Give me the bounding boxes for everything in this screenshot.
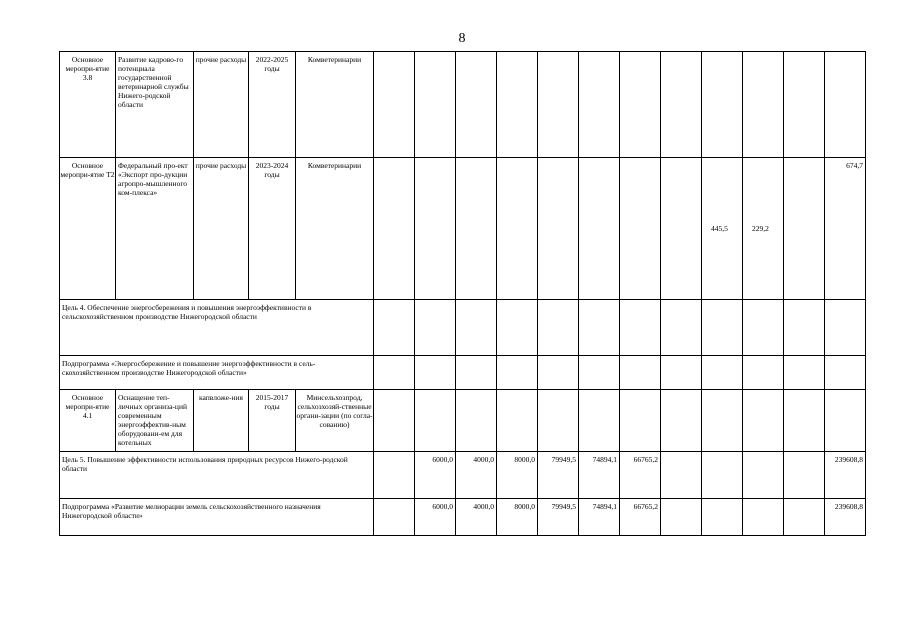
table-row bbox=[60, 300, 866, 356]
table-row bbox=[60, 356, 866, 390]
total-value: 239608,8 bbox=[825, 452, 866, 499]
value-cell bbox=[661, 300, 702, 356]
value-cell bbox=[743, 300, 784, 356]
value-cell bbox=[374, 390, 415, 452]
table-row bbox=[60, 390, 866, 452]
value-cell bbox=[784, 499, 825, 536]
value-2023: 445,5 bbox=[702, 158, 743, 300]
value-cell bbox=[497, 158, 538, 300]
value-cell: 66765,2 bbox=[620, 452, 661, 499]
value-cell bbox=[456, 158, 497, 300]
value-cell bbox=[661, 452, 702, 499]
goal-4-text: Цель 4. Обеспечение энергосбережения и повышения энергоэффективности в сельскохозяйственном производстве Нижегородской области bbox=[60, 300, 374, 356]
period: 2015-2017 годы bbox=[249, 390, 296, 452]
value-cell bbox=[497, 52, 538, 158]
value-cell bbox=[579, 356, 620, 390]
value-cell: 74894,1 bbox=[579, 499, 620, 536]
value-cell bbox=[415, 356, 456, 390]
value-cell bbox=[579, 390, 620, 452]
value-2024: 229,2 bbox=[743, 158, 784, 300]
value-cell bbox=[620, 356, 661, 390]
value-cell bbox=[374, 452, 415, 499]
total-value: 239608,8 bbox=[825, 499, 866, 536]
value-cell bbox=[538, 52, 579, 158]
value-cell bbox=[415, 158, 456, 300]
value-cell bbox=[784, 300, 825, 356]
value-cell bbox=[620, 390, 661, 452]
table-row bbox=[60, 158, 866, 300]
value-cell: 6000,0 bbox=[415, 452, 456, 499]
executor: Минсельхозпрод, сельхозхозяй-ственные органи-зации (по согла-сованию) bbox=[296, 390, 374, 452]
value-cell bbox=[579, 52, 620, 158]
value-cell bbox=[743, 356, 784, 390]
table-row bbox=[60, 52, 866, 158]
value-cell bbox=[497, 390, 538, 452]
value-cell bbox=[661, 390, 702, 452]
value-cell bbox=[784, 158, 825, 300]
period: 2023-2024 годы bbox=[249, 158, 296, 300]
table-row bbox=[60, 499, 866, 536]
value-cell bbox=[538, 300, 579, 356]
value-cell bbox=[374, 52, 415, 158]
total-cell bbox=[825, 52, 866, 158]
value-cell bbox=[374, 499, 415, 536]
value-cell bbox=[497, 356, 538, 390]
value-cell: 74894,1 bbox=[579, 452, 620, 499]
value-cell bbox=[661, 52, 702, 158]
total-cell bbox=[825, 356, 866, 390]
value-cell bbox=[456, 300, 497, 356]
value-cell bbox=[702, 390, 743, 452]
expense-type: прочие расходы bbox=[194, 52, 249, 158]
value-cell bbox=[661, 499, 702, 536]
value-cell bbox=[620, 52, 661, 158]
value-cell: 6000,0 bbox=[415, 499, 456, 536]
value-cell bbox=[497, 300, 538, 356]
value-cell bbox=[702, 52, 743, 158]
value-cell: 4000,0 bbox=[456, 499, 497, 536]
page-number: 8 bbox=[458, 31, 466, 46]
value-cell bbox=[579, 300, 620, 356]
value-cell bbox=[415, 390, 456, 452]
activity-code: Основное меропри-ятие 3.8 bbox=[60, 52, 116, 158]
expense-type: капвложе-ния bbox=[194, 390, 249, 452]
value-cell bbox=[784, 52, 825, 158]
value-cell bbox=[743, 52, 784, 158]
value-cell bbox=[456, 52, 497, 158]
value-cell: 4000,0 bbox=[456, 452, 497, 499]
value-cell bbox=[620, 158, 661, 300]
value-cell bbox=[538, 158, 579, 300]
total-cell bbox=[825, 300, 866, 356]
value-cell: 79949,5 bbox=[538, 499, 579, 536]
value-cell: 66765,2 bbox=[620, 499, 661, 536]
value-cell bbox=[415, 300, 456, 356]
subprogram-energy-text: Подпрограмма «Энергосбережение и повышение энергоэффективности в сель-скохозяйственном производстве Нижегородской области» bbox=[60, 356, 374, 390]
value-cell bbox=[784, 390, 825, 452]
executor: Комветеринарии bbox=[296, 52, 374, 158]
value-cell bbox=[661, 158, 702, 300]
program-table bbox=[59, 51, 866, 536]
value-cell bbox=[374, 158, 415, 300]
subprogram-melioration-text: Подпрограмма «Развитие мелиорации земель сельскохозяйственного назначения Нижегородской области» bbox=[60, 499, 374, 536]
period: 2022-2025 годы bbox=[249, 52, 296, 158]
value-cell bbox=[743, 499, 784, 536]
value-cell bbox=[661, 356, 702, 390]
value-cell bbox=[456, 356, 497, 390]
value-cell: 8000,0 bbox=[497, 499, 538, 536]
activity-code: Основное меропри-ятие 4.1 bbox=[60, 390, 116, 452]
value-cell bbox=[702, 499, 743, 536]
value-cell bbox=[702, 452, 743, 499]
value-cell bbox=[784, 452, 825, 499]
value-cell bbox=[620, 300, 661, 356]
value-cell bbox=[743, 452, 784, 499]
expense-type: прочие расходы bbox=[194, 158, 249, 300]
value-cell: 79949,5 bbox=[538, 452, 579, 499]
activity-name: Федеральный про-ект «Экспорт про-дукции агропро-мышленного ком-плекса» bbox=[116, 158, 194, 300]
value-cell bbox=[538, 356, 579, 390]
value-cell bbox=[538, 390, 579, 452]
goal-5-text: Цель 5. Повышение эффективности использования природных ресурсов Нижего-родской области bbox=[60, 452, 374, 499]
value-cell bbox=[702, 356, 743, 390]
value-cell bbox=[743, 390, 784, 452]
total-value: 674,7 bbox=[825, 158, 866, 300]
activity-name: Оснащение теп-личных организа-ций современным энергоэффектив-ным оборудовани-ем для котельных bbox=[116, 390, 194, 452]
activity-code: Основное меропри-ятие Т2 bbox=[60, 158, 116, 300]
value-cell bbox=[579, 158, 620, 300]
executor: Комветеринарии bbox=[296, 158, 374, 300]
activity-name: Развитие кадрово-го потенциала государственной ветеринарной службы Нижего-родской области bbox=[116, 52, 194, 158]
total-cell bbox=[825, 390, 866, 452]
value-cell bbox=[702, 300, 743, 356]
value-cell bbox=[415, 52, 456, 158]
value-cell: 8000,0 bbox=[497, 452, 538, 499]
table-row bbox=[60, 452, 866, 499]
value-cell bbox=[784, 356, 825, 390]
value-cell bbox=[374, 356, 415, 390]
value-cell bbox=[374, 300, 415, 356]
value-cell bbox=[456, 390, 497, 452]
